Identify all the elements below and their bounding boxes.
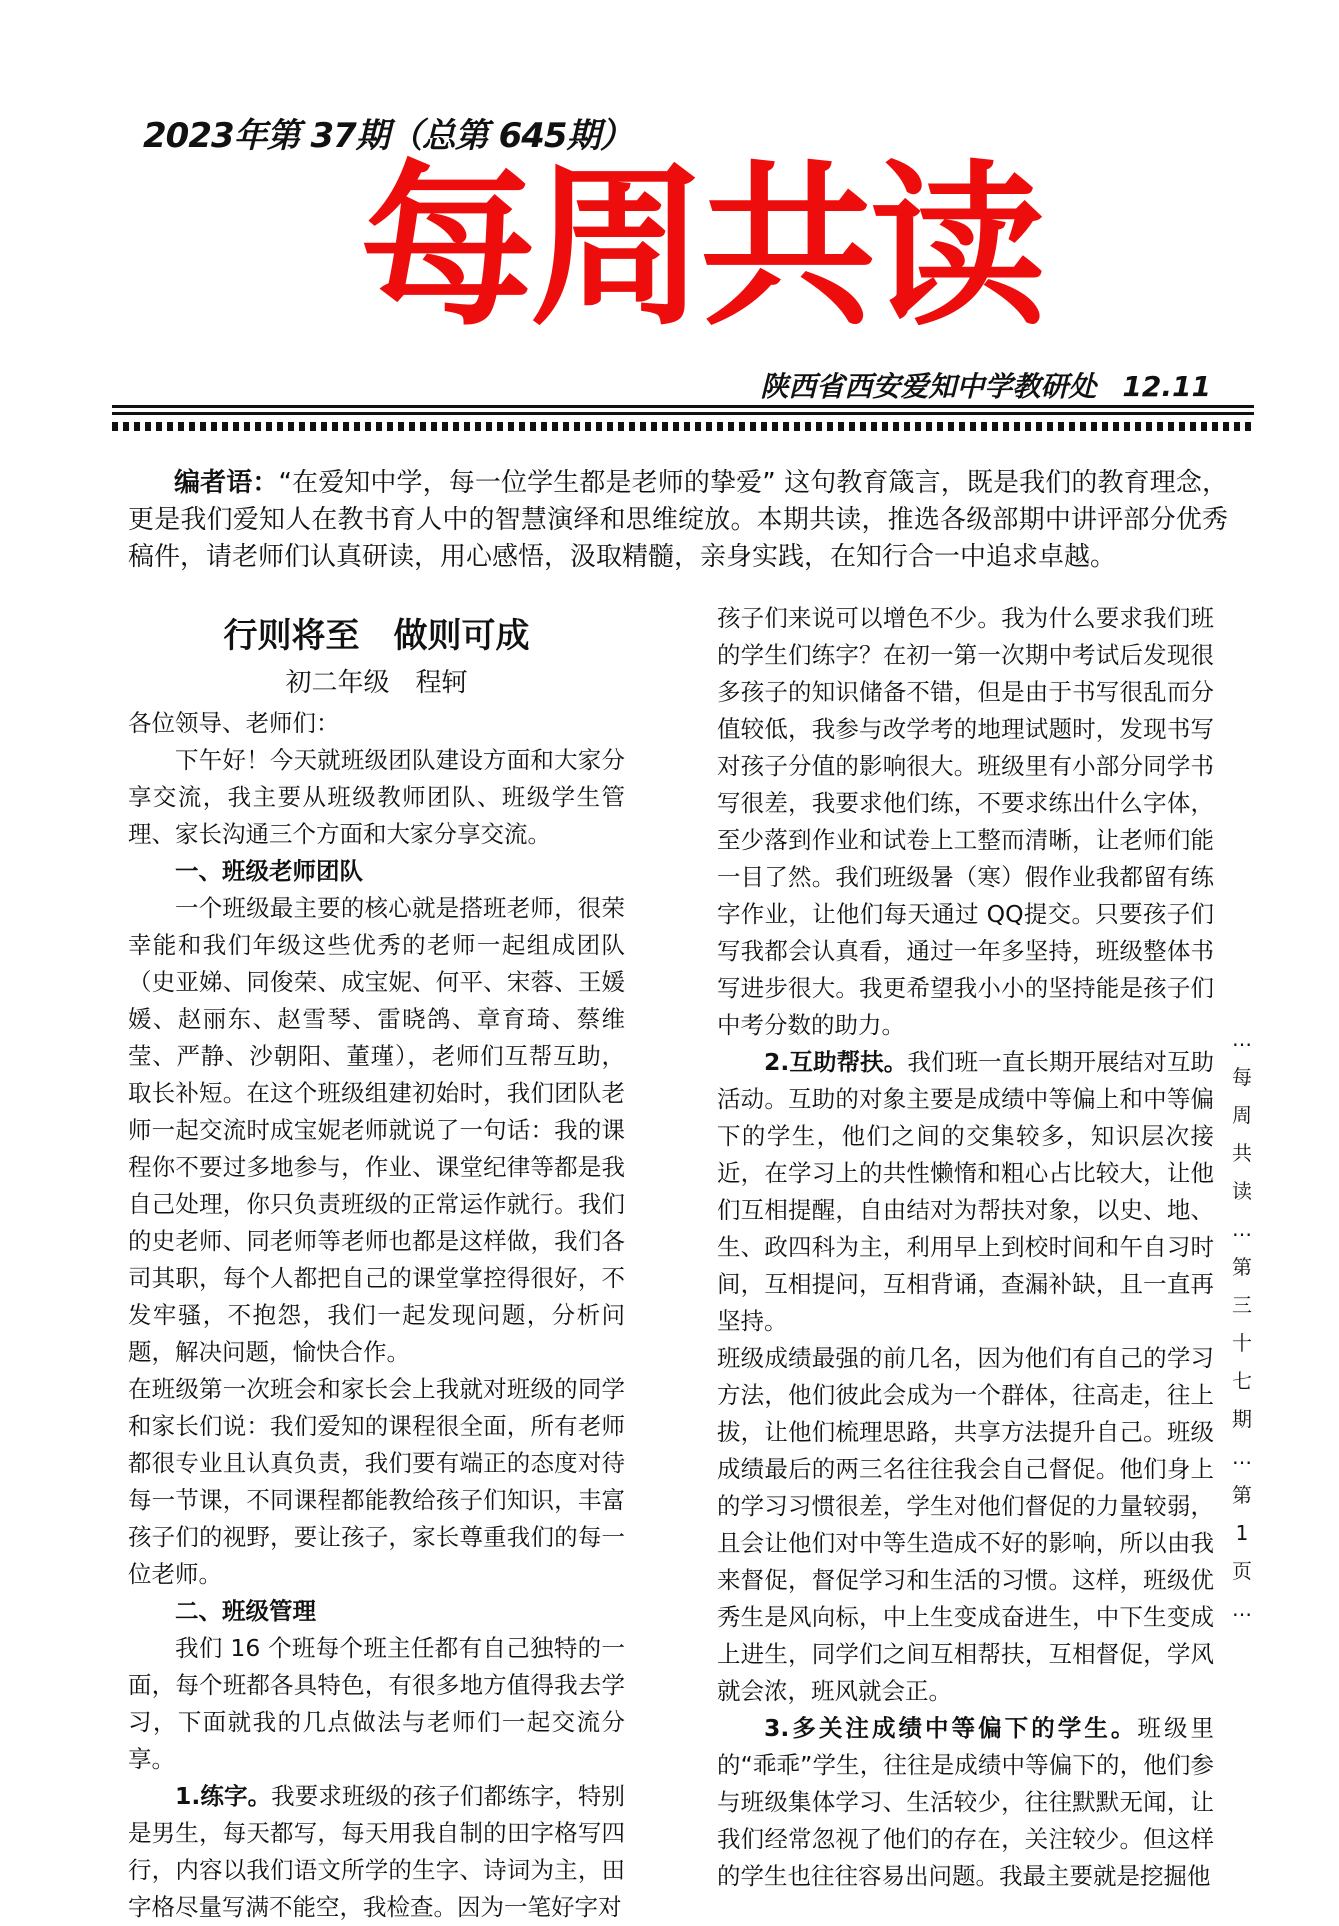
paragraph bbox=[128, 1778, 625, 1926]
side-char: 期 bbox=[1232, 1407, 1252, 1431]
editor-note bbox=[128, 465, 1228, 576]
section-heading: 二、班级管理 bbox=[175, 1597, 316, 1625]
item-label: 2.互助帮扶。 bbox=[764, 1048, 908, 1076]
publisher-line bbox=[760, 365, 1211, 405]
paragraph: 班级成绩最强的前几名，因为他们有自己的学习方法，他们彼此会成为一个群体，往高走，往上拔，让他们梳理思路，共享方法提升自己。班级成绩最后的两三名往往我会自己督促。他们身上的学习习惯很差，学生对他们督促的力量较弱，且会让他们对中等生造成不好的影响，所以由我来督促，督促学习和生活的习惯。这样，班级优秀生是风向标，中上生变成奋进生，中下生变成上进生，同学们之间互相帮扶，互相督促，学风就会浓，班风就会正。 bbox=[717, 1344, 1214, 1705]
issue-date: 12.11 bbox=[1122, 370, 1211, 403]
paragraph bbox=[717, 1710, 1214, 1895]
header-rule-middle bbox=[112, 412, 1254, 415]
side-char: 第 bbox=[1232, 1255, 1252, 1279]
article-author: 初二年级 程轲 bbox=[285, 668, 468, 698]
item-text: 班级里的“乖乖”学生，往往是成绩中等偏下的，他们参与班级集体学习、生活较少，往往默默无闻，让我们经常忽视了他们的存在，关注较少。但这样的学生也往往容易出问题。我最主要就是挖掘他 bbox=[717, 1714, 1215, 1890]
article-title: 行则将至 做则可成 bbox=[223, 616, 530, 656]
side-char: 页 bbox=[1232, 1559, 1252, 1583]
item-text: 我们班一直长期开展结对互助活动。互助的对象主要是成绩中等偏上和中等偏下的学生，他们之间的交集较多，知识层次接近，在学习上的共性懒惰和粗心占比较大，让他们互相提醒，自由结对为帮扶对象，以史、地、生、政四科为主，利用早上到校时间和午自习时间，互相提问，互相背诵，查漏补缺，且一直再坚持。 bbox=[717, 1048, 1215, 1335]
side-char: 第 bbox=[1232, 1483, 1252, 1507]
publisher-name: 陕西省西安爱知中学教研处 bbox=[760, 370, 1097, 403]
greeting: 各位领导、老师们： bbox=[128, 709, 340, 737]
side-char: 十 bbox=[1232, 1331, 1252, 1355]
item-label: 3.多关注成绩中等偏下的学生。 bbox=[764, 1714, 1138, 1742]
side-char: 七 bbox=[1232, 1369, 1252, 1393]
side-char: … bbox=[1232, 1027, 1252, 1051]
side-char: 共 bbox=[1232, 1141, 1252, 1165]
paragraph: 孩子们来说可以增色不少。我为什么要求我们班的学生们练字？在初一第一次期中考试后发现很多孩子的知识储备不错，但是由于书写很乱而分值较低，我参与改学考的地理试题时，发现书写对孩子分值的影响很大。班级里有小部分同学书写很差，我要求他们练，不要求练出什么字体，至少落到作业和试卷上工整而清晰，让老师们能一目了然。我们班级暑（寒）假作业我都留有练字作业，让他们每天通过 QQ提交。只要孩子们写我都会认真看，通过一年多坚持，班级整体书写进步很大。我更希望我小小的坚持能是孩子们中考分数的助力。 bbox=[717, 604, 1214, 1039]
side-char: … bbox=[1232, 1445, 1252, 1469]
issue-number: 2023年第 37期（总第 645期） bbox=[143, 116, 633, 156]
item-text: 我要求班级的孩子们都练字，特别是男生，每天都写，每天用我自制的田字格写四行，内容以我们语文所学的生字、诗词为主，田字格尽量写满不能空，我检查。因为一笔好字对 bbox=[128, 1782, 626, 1921]
editor-note-label: 编者语： bbox=[174, 468, 279, 498]
section-heading: 一、班级老师团队 bbox=[175, 857, 363, 885]
editor-note-text: “在爱知中学，每一位学生都是老师的挚爱” 这句教育箴言，既是我们的教育理念，更是我们爱知人在教书育人中的智慧演绎和思维绽放。本期共读，推选各级部期中讲评部分优秀稿件，请老师们认真研读，用心感悟，汲取精髓，亲身实践，在知行合一中追求卓越。 bbox=[128, 468, 1228, 572]
masthead-title: 每周共读 bbox=[360, 145, 1041, 350]
side-char: … bbox=[1232, 1217, 1252, 1241]
side-char: 周 bbox=[1232, 1103, 1252, 1127]
side-char: 三 bbox=[1232, 1293, 1252, 1317]
header-rule-top bbox=[112, 405, 1254, 408]
side-char: … bbox=[1232, 1597, 1252, 1621]
paragraph: 下午好！今天就班级团队建设方面和大家分享交流，我主要从班级教师团队、班级学生管理、家长沟通三个方面和大家分享交流。 bbox=[128, 746, 625, 848]
side-char: 读 bbox=[1232, 1179, 1252, 1203]
paragraph: 一个班级最主要的核心就是搭班老师，很荣幸能和我们年级这些优秀的老师一起组成团队（史亚娣、同俊荣、成宝妮、何平、宋蓉、王媛媛、赵丽东、赵雪琴、雷晓鸽、章育琦、蔡维莹、严静、沙朝阳、董瑾），老师们互帮互助，取长补短。在这个班级组建初始时，我们团队老师一起交流时成宝妮老师就说了一句话：我的课程你不要过多地参与，作业、课堂纪律等都是我自己处理，你只负责班级的正常运作就行。我们的史老师、同老师等老师也都是这样做，我们各司其职，每个人都把自己的课堂掌控得很好，不发牢骚，不抱怨，我们一起发现问题，分析问题，解决问题，愉快合作。 bbox=[128, 894, 625, 1366]
header-rule-dotted bbox=[112, 422, 1254, 431]
side-label bbox=[1228, 1020, 1256, 1628]
item-label: 1.练字。 bbox=[175, 1782, 272, 1810]
paragraph: 在班级第一次班会和家长会上我就对班级的同学和家长们说：我们爱知的课程很全面，所有老师都很专业且认真负责，我们要有端正的态度对待每一节课，不同课程都能教给孩子们知识，丰富孩子们的视野，要让孩子，家长尊重我们的每一位老师。 bbox=[128, 1375, 625, 1588]
side-char: 每 bbox=[1232, 1065, 1252, 1089]
article-column-right bbox=[717, 600, 1214, 1895]
side-char: 1 bbox=[1235, 1521, 1249, 1545]
paragraph: 我们 16 个班每个班主任都有自己独特的一面，每个班都各具特色，有很多地方值得我去学习，下面就我的几点做法与老师们一起交流分享。 bbox=[128, 1634, 625, 1773]
paragraph bbox=[717, 1044, 1214, 1340]
article-column-left bbox=[128, 705, 625, 1926]
